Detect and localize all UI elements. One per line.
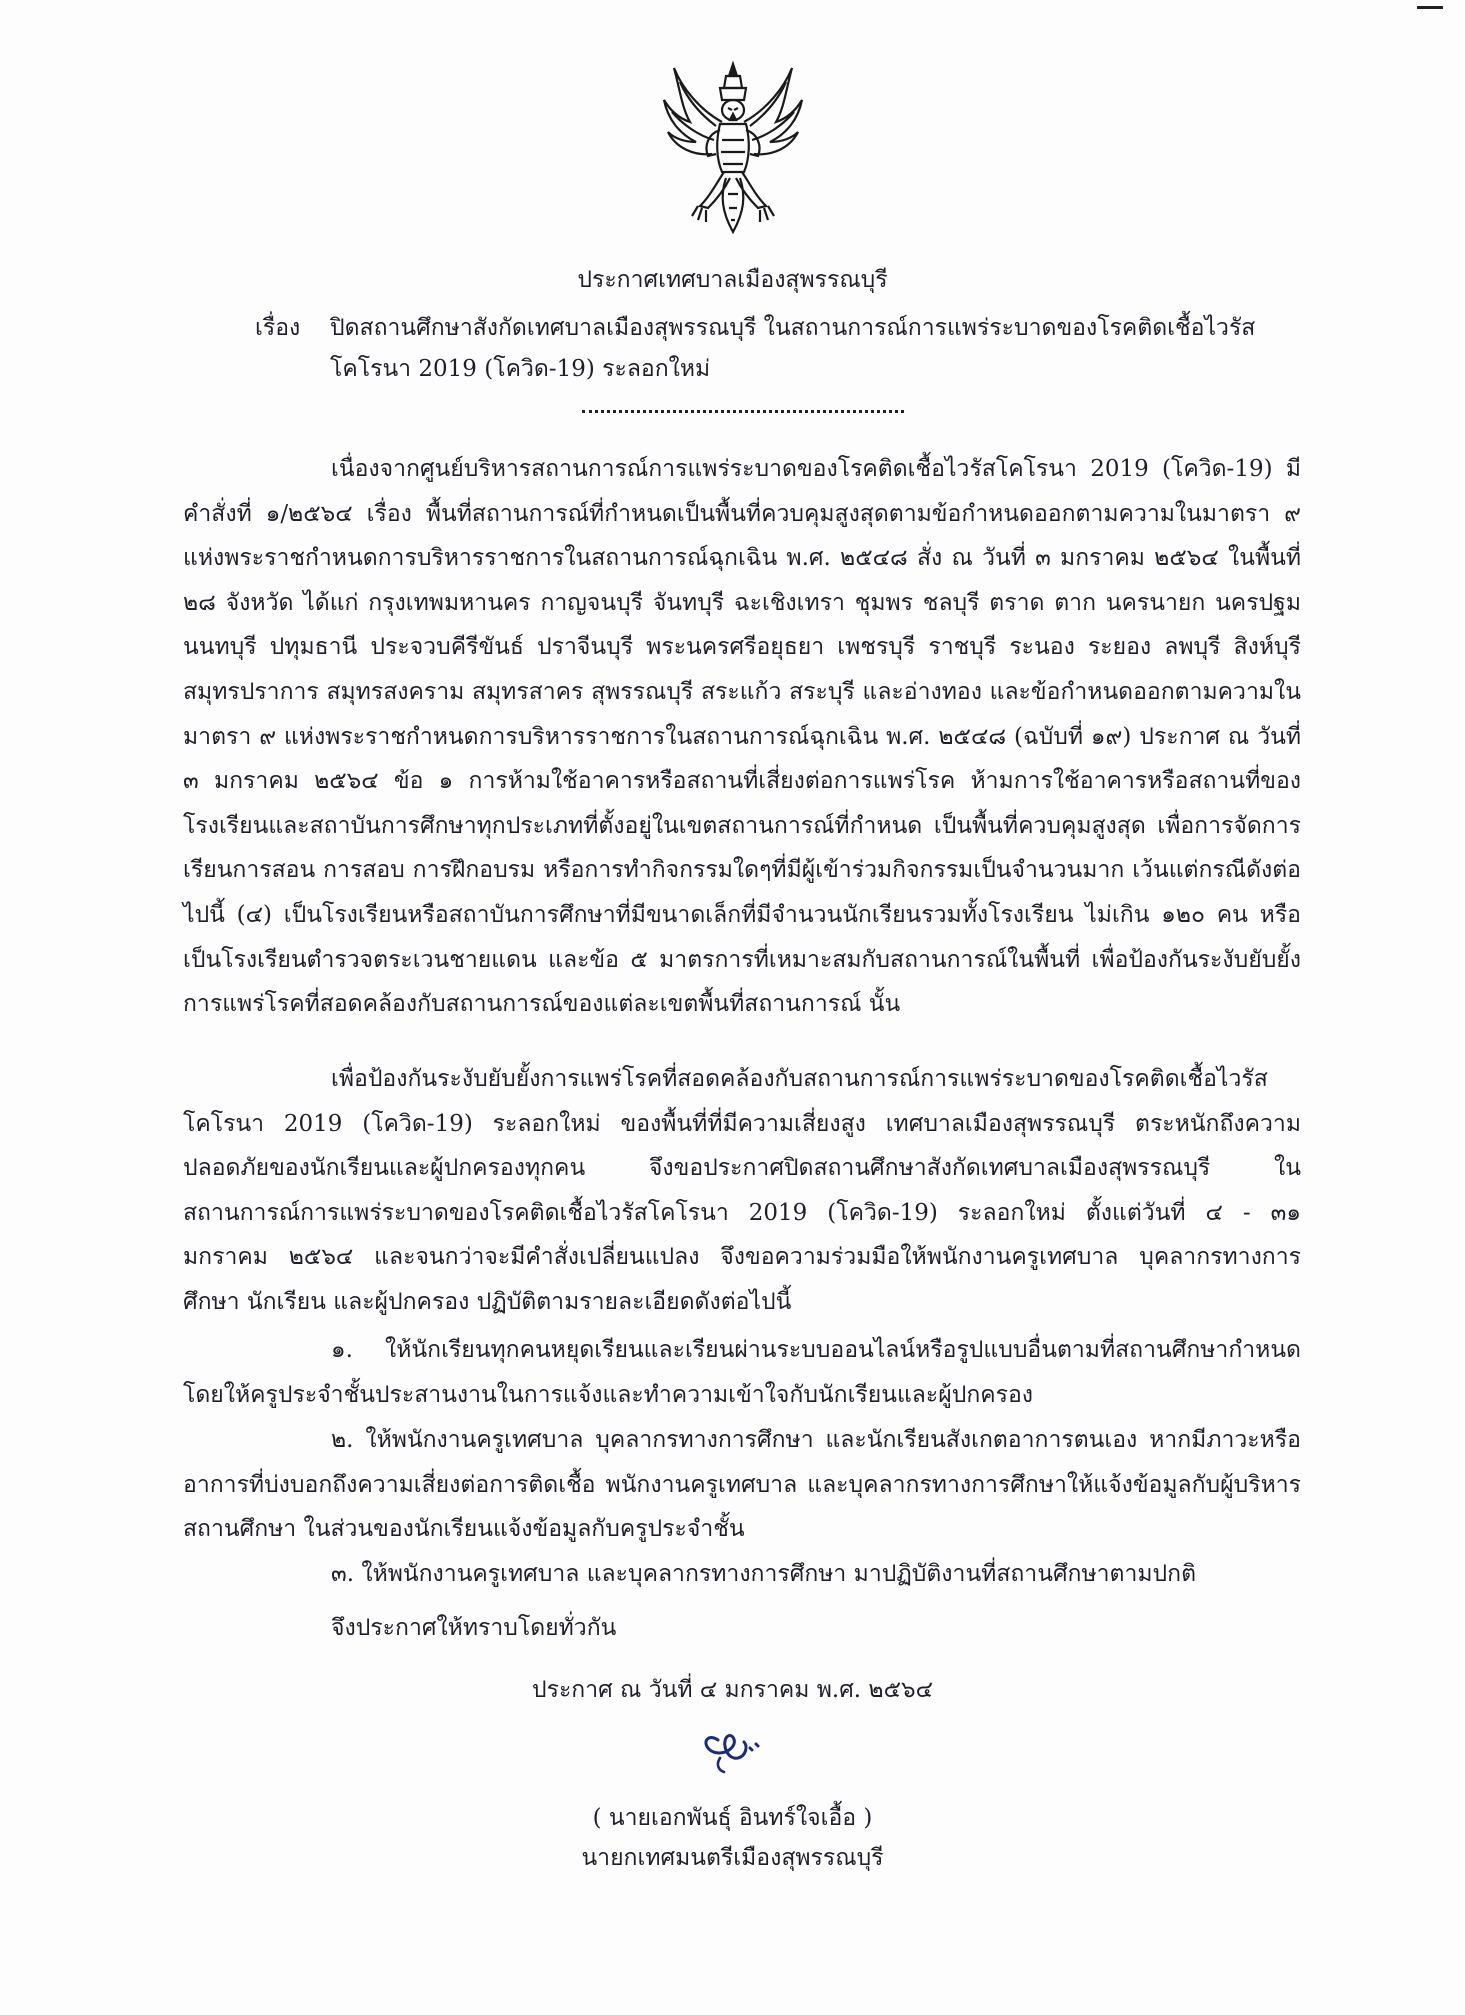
announcement-date: ประกาศ ณ วันที่ ๔ มกราคม พ.ศ. ๒๕๖๔ <box>531 1677 934 1703</box>
instruction-item-2: ๒. ให้พนักงานครูเทศบาล บุคลากรทางการศึกษา และนักเรียนสังเกตอาการตนเอง หากมีภาวะหรืออาการที่บ่งบอกถึงความเสี่ยงต่อการติดเชื้อ พนักงานครูเทศบาล และบุคลากรทางการศึกษาให้แจ้งข้อมูลกับผู้บริหารสถานศึกษา ในส่วนของนักเรียนแจ้งข้อมูลกับครูประจำชั้น <box>183 1427 1301 1543</box>
garuda-emblem-icon <box>660 60 806 238</box>
closing-statement: จึงประกาศให้ทราบโดยทั่วกัน <box>331 1615 617 1641</box>
body-paragraph-1: เนื่องจากศูนย์บริหารสถานการณ์การแพร่ระบาดของโรคติดเชื้อไวรัสโคโรนา 2019 (โควิด-19) มีคำสั่งที่ ๑/๒๕๖๔ เรื่อง พื้นที่สถานการณ์ที่กำหนดเป็นพื้นที่ควบคุมสูงสุดตามข้อกำหนดออกตามความในมาตรา ๙ แห่งพระราชกำหนดการบริหารราชการในสถานการณ์ฉุกเฉิน พ.ศ. ๒๕๔๘ สั่ง ณ วันที่ ๓ มกราคม ๒๕๖๔ ในพื้นที่ ๒๘ จังหวัด ได้แก่ กรุงเทพมหานคร กาญจนบุรี จันทบุรี ฉะเชิงเทรา ชุมพร ชลบุรี ตราด ตาก นครนายก นครปฐม นนทบุรี ปทุมธานี ประจวบคีรีขันธ์ ปราจีนบุรี พระนครศรีอยุธยา เพชรบุรี ราชบุรี ระนอง ระยอง ลพบุรี สิงห์บุรี สมุทรปราการ สมุทรสงคราม สมุทรสาคร สุพรรณบุรี สระแก้ว สระบุรี และอ่างทอง และข้อกำหนดออกตามความในมาตรา ๙ แห่งพระราชกำหนดการบริหารราชการในสถานการณ์ฉุกเฉิน พ.ศ. ๒๕๔๘ (ฉบับที่ ๑๙) ประกาศ ณ วันที่ ๓ มกราคม ๒๕๖๔ ข้อ ๑ การห้ามใช้อาคารหรือสถานที่เสี่ยงต่อการแพร่โรค ห้ามการใช้อาคารหรือสถานที่ของโรงเรียนและสถาบันการศึกษาทุกประเภทที่ตั้งอยู่ในเขตสถานการณ์ที่กำหนด เป็นพื้นที่ควบคุมสูงสุด เพื่อการจัดการเรียนการสอน การสอบ การฝึกอบรม หรือการทำกิจกรรมใดๆที่มีผู้เข้าร่วมกิจกรรมเป็นจำนวนมาก เว้นแต่กรณีดังต่อไปนี้ (๔) เป็นโรงเรียนหรือสถาบันการศึกษาที่มีขนาดเล็กที่มีจำนวนนักเรียนรวมทั้งโรงเรียน ไม่เกิน ๑๒๐ คน หรือ เป็นโรงเรียนตำรวจตระเวนชายแดน และข้อ ๕ มาตรการที่เหมาะสมกับสถานการณ์ในพื้นที่ เพื่อป้องกันระงับยับยั้งการแพร่โรคที่สอดคล้องกับสถานการณ์ของแต่ละเขตพื้นที่สถานการณ์ นั้น <box>183 456 1301 1018</box>
subject-label: เรื่อง <box>255 315 301 341</box>
instruction-item-1: ๑. ให้นักเรียนทุกคนหยุดเรียนและเรียนผ่านระบบออนไลน์หรือรูปแบบอื่นตามที่สถานศึกษากำหนด โดยให้ครูประจำชั้นประสานงานในการแจ้งและทำความเข้าใจกับนักเรียนและผู้ปกครอง <box>183 1337 1301 1408</box>
scan-edge-mark <box>1417 6 1443 9</box>
separator-dots <box>582 410 904 413</box>
signatory-name: ( นายเอกพันธุ์ อินทร์ใจเอื้อ ) <box>592 1805 873 1831</box>
signatory-position: นายกเทศมนตรีเมืองสุพรรณบุรี <box>581 1845 884 1871</box>
signature-mark <box>690 1718 780 1778</box>
instruction-item-3: ๓. ให้พนักงานครูเทศบาล และบุคลากรทางการศึกษา มาปฏิบัติงานที่สถานศึกษาตามปกติ <box>331 1561 1197 1587</box>
body-paragraph-2: เพื่อป้องกันระงับยับยั้งการแพร่โรคที่สอดคล้องกับสถานการณ์การแพร่ระบาดของโรคติดเชื้อไวรัสโคโรนา 2019 (โควิด-19) ระลอกใหม่ ของพื้นที่ที่มีความเสี่ยงสูง เทศบาลเมืองสุพรรณบุรี ตระหนักถึงความปลอดภัยของนักเรียนและผู้ปกครองทุกคน จึงขอประกาศปิดสถานศึกษาสังกัดเทศบาลเมืองสุพรรณบุรี ในสถานการณ์การแพร่ระบาดของโรคติดเชื้อไวรัสโคโรนา 2019 (โควิด-19) ระลอกใหม่ ตั้งแต่วันที่ ๔ - ๓๑ มกราคม ๒๕๖๔ และจนกว่าจะมีคำสั่งเปลี่ยนแปลง จึงขอความร่วมมือให้พนักงานครูเทศบาล บุคลากรทางการศึกษา นักเรียน และผู้ปกครอง ปฏิบัติตามรายละเอียดดังต่อไปนี้ <box>183 1066 1301 1315</box>
subject-text: ปิดสถานศึกษาสังกัดเทศบาลเมืองสุพรรณบุรี ในสถานการณ์การแพร่ระบาดของโรคติดเชื้อไวรัสโคโรนา 2019 (โควิด-19) ระลอกใหม่ <box>330 315 1256 382</box>
announcement-title: ประกาศเทศบาลเมืองสุพรรณบุรี <box>577 267 888 293</box>
